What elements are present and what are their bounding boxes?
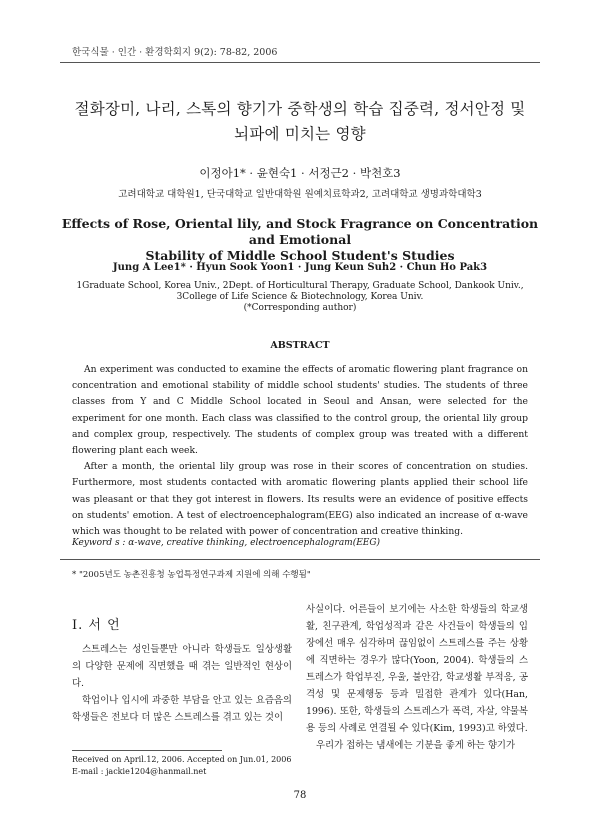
korean-title-line1: 절화장미, 나리, 스톡의 향기가 중학생의 학습 집중력, 정서안정 및 [74,100,526,118]
english-affiliation-line1: 1Graduate School, Korea Univ., 2Dept. of Horticultural Therapy, Graduate School, Dankook Univ., [76,281,524,291]
korean-authors: 이정아1* · 윤현숙1 · 서정근2 · 박천호3 [199,166,401,180]
page-number: 78 [293,790,307,801]
email-note: E-mail : jackie1204@hanmail.net [72,767,207,776]
english-affiliation-line2: 3College of Life Science & Biotechnology, Korea Univ. [176,292,424,302]
abstract-paragraph-2: After a month, the oriental lily group was rose in their scores of concentration on studies. Furthermore, most students contacted with aromatic flowering plants applied their school life was pleasant or that they got interest in flowers. Its results were an evidence of positive effects on students' emotion. A test of electroencephalogram(EEG) also indicated an increase of α-wave which was thought to be related with power of concentration and creative thinking. [72,461,528,538]
right-column-paragraph-1: 사실이다. 어른들이 보기에는 사소한 학생들의 학교생활, 친구관계, 학업성적과 같은 사건들이 학생들의 입장에선 매우 심각하며 끊임없이 스트레스를 주는 상황에 직면하는 경우가 많다(Yoon, 2004). 학생들의 스트레스가 학업부진, 우울, 불안감, 학교생활 부적응, 공격성 및 문제행동 등과 밀접한 관계가 있다(Han, 1996). 또한, 학생들의 스트레스가 폭력, 자살, 약물복용 등의 사례로 연결될 수 있다(Kim, 1993)고 하였다. [306,604,528,734]
left-column [72,641,292,726]
right-column-paragraph-2: 우리가 접하는 냄새에는 기분을 좋게 하는 향기가 [316,740,516,751]
received-note: Received on April.12, 2006. Accepted on Jun.01, 2006 [72,755,292,764]
header-rule [60,62,540,63]
english-title-line1: Effects of Rose, Oriental lily, and Stock Fragrance on Concentration and Emotional [61,216,539,247]
funding-note: * "2005년도 농촌진흥청 농업특정연구과제 지원에 의해 수행됨" [72,570,311,580]
english-title-line2: Stability of Middle School Student's Studies [145,248,455,263]
left-column-paragraph-1: 스트레스는 성인들뿐만 아니라 학생들도 일상생활의 다양한 문제에 직면했을 때 겪는 일반적인 현상이다. [72,644,292,689]
korean-title [60,97,540,147]
footnote-rule [72,750,222,751]
keywords-rule [60,559,540,560]
right-column [306,601,528,754]
left-column-paragraph-2: 학업이나 입시에 과중한 부담을 안고 있는 요즘음의 학생들은 전보다 더 많은 스트레스를 겪고 있는 것이 [72,695,292,723]
english-affiliations [60,281,540,314]
abstract-body [72,362,528,540]
english-authors: Jung A Lee1* · Hyun Sook Yoon1 · Jung Keun Suh2 · Chun Ho Pak3 [112,262,488,273]
abstract-heading: ABSTRACT [270,340,330,351]
journal-header: 한국식물 · 인간 · 환경학회지 9(2): 78-82, 2006 [72,47,278,58]
keywords: Keyword s : α-wave, creative thinking, electroencephalogram(EEG) [72,538,381,548]
korean-affiliations: 고려대학교 대학원1, 단국대학교 일반대학원 원예치료학과2, 고려대학교 생명과학대학3 [118,189,482,200]
corresponding-author-note: (*Corresponding author) [243,303,357,313]
korean-title-line2: 뇌파에 미치는 영향 [234,125,366,143]
section-heading: Ⅰ. 서 언 [72,618,121,633]
abstract-paragraph-1: An experiment was conducted to examine the effects of aromatic flowering plant fragrance on concentration and emotional stability of middle school students' studies. The students of three classes from Y and C Middle School located in Seoul and Ansan, were selected for the experiment for one month. Each class was classified to the control group, the oriental lily group and complex group, respectively. The students of complex group was treated with a different flowering plant each week. [72,364,528,457]
english-title [60,216,540,264]
